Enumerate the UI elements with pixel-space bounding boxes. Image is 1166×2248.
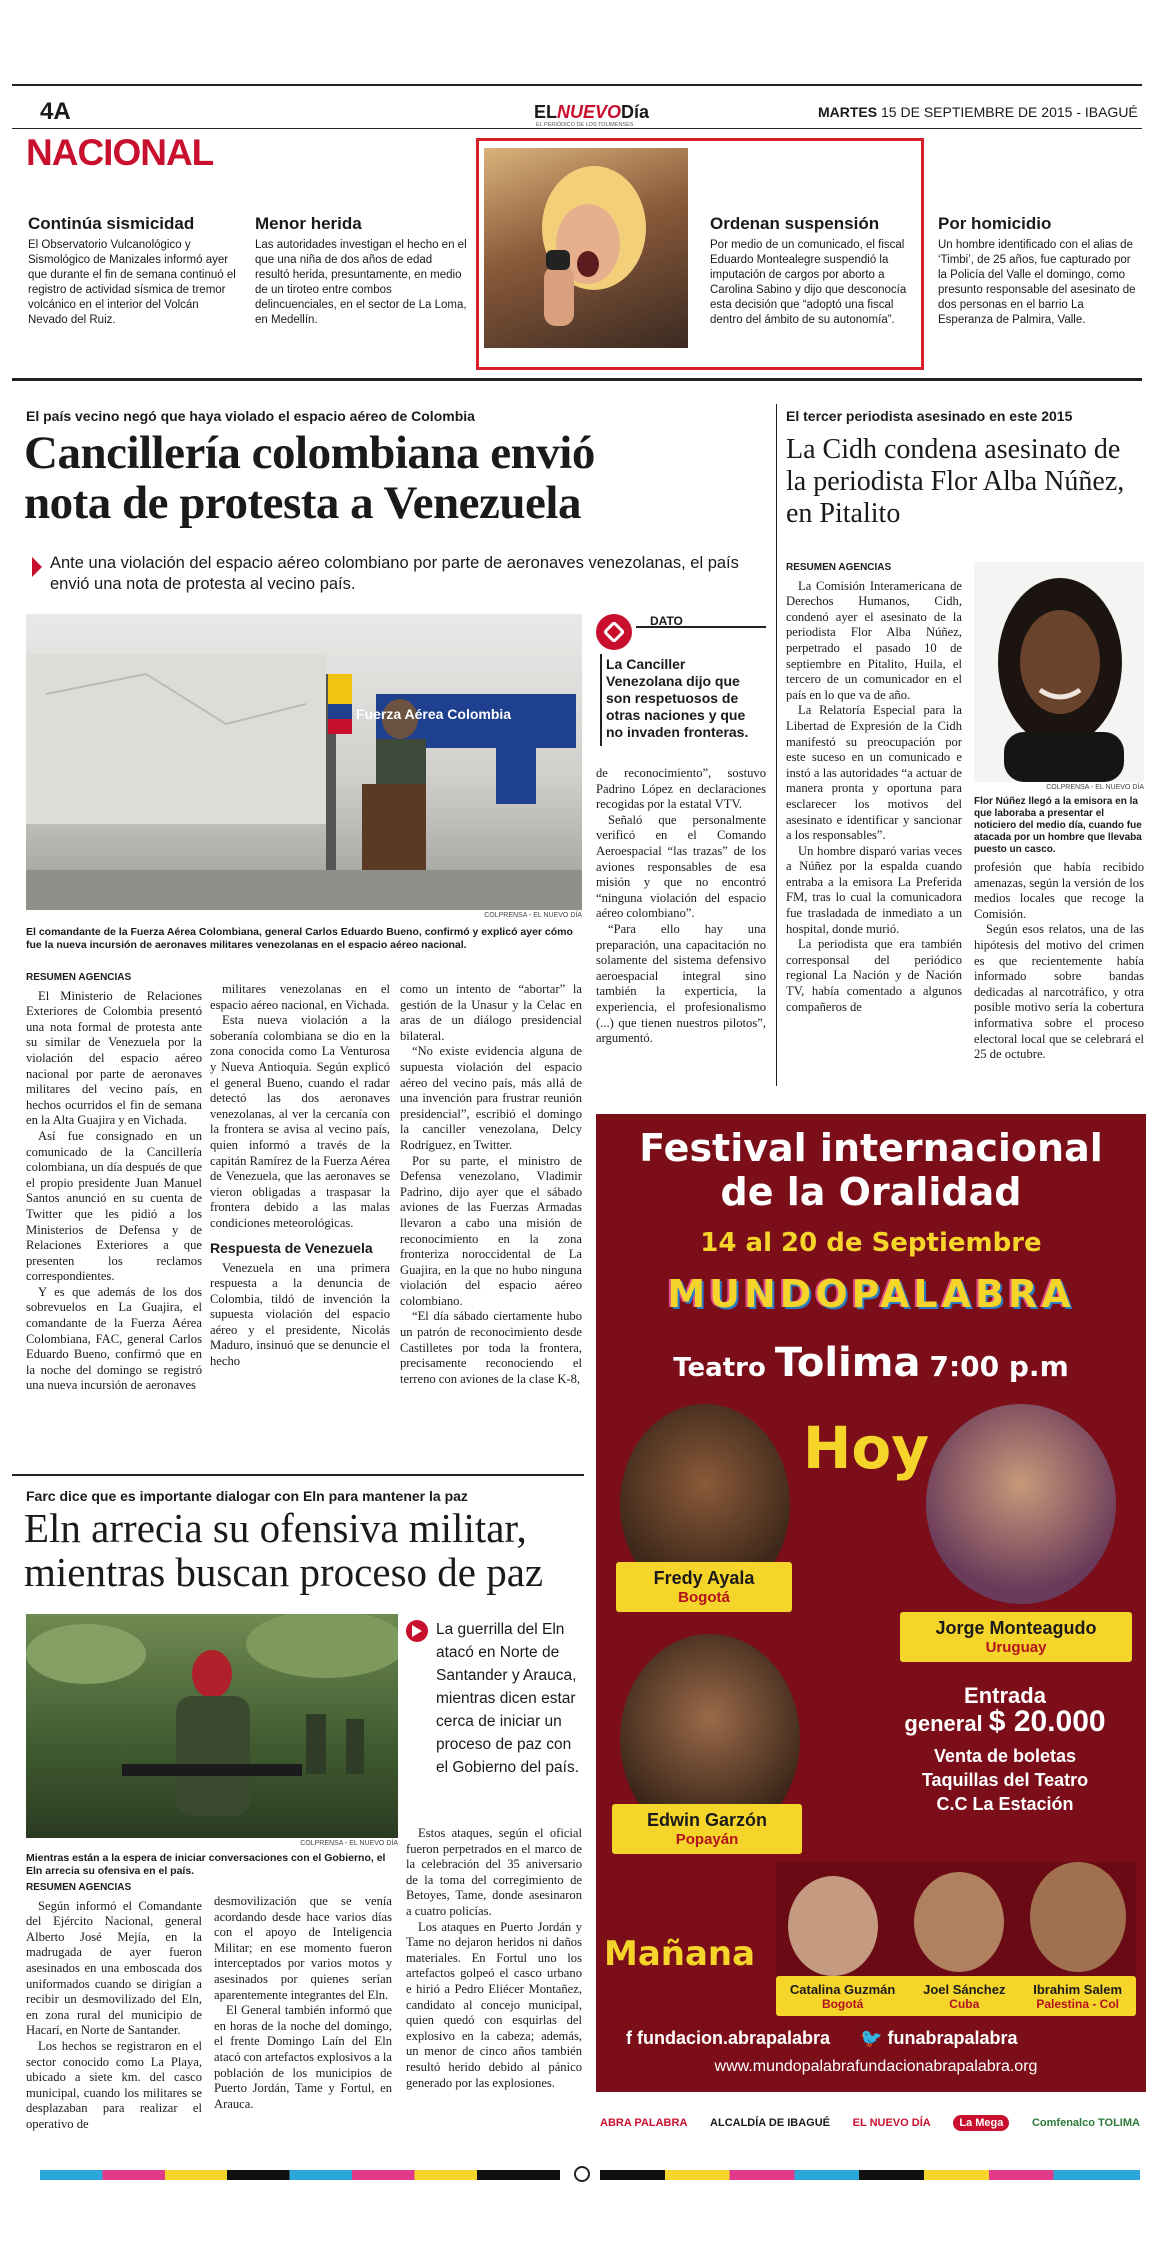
eln-kicker: Farc dice que es importante dialogar con Eln para mantener la paz bbox=[26, 1488, 468, 1504]
tomorrow-names: Catalina Guzmán Bogotá Joel Sánchez Cuba Ibrahim Salem Palestina - Col bbox=[776, 1976, 1136, 2016]
briefs-divider bbox=[12, 378, 1142, 381]
twitter-icon: 🐦 bbox=[860, 2028, 888, 2048]
subhead-respuesta: Respuesta de Venezuela bbox=[210, 1239, 373, 1256]
ad-title-2: de la Oralidad bbox=[720, 1170, 1022, 1214]
ad-title-1: Festival internacional bbox=[639, 1126, 1103, 1170]
dato-label: DATO bbox=[650, 614, 683, 628]
registration-bar-right bbox=[600, 2170, 1140, 2180]
logo-tagline: EL PERIÓDICO DE LOS TOLIMENSES bbox=[536, 122, 634, 128]
header-top-rule bbox=[12, 84, 1142, 86]
cidh-col-2: profesión que había recibido amenazas, según la versión de los medios locales que recoge la Comisión. Según esos relatos, una de las hipótesis del motivo del crimen es que recientemente había informado sobre bandas dedicadas al narcotráfico, y otra posible motivo sería la cobertura informativa sobre el proceso electoral local que se celebrará el 25 de octubre. bbox=[974, 860, 1144, 1062]
main-col-1: RESUMEN AGENCIAS El Ministerio de Relaciones Exteriores de Colombia presentó una nota formal de protesta ante su similar de Venezuela por la violación del espacio aéreo nacional por parte de aeronaves militares del vecino país, en hechos ocurridos el fin de semana en la Alta Guajira y en Vichada. Así fue consignado en un comunicado de la Cancillería colombiana, un día después de que el propio presidente Juan Manuel Santos anunció en su cuenta de Twitter que les pidió a los Ministerios de Defensa y de Relaciones Exteriores a que presenten los reclamos correspondientes. Y es que además de los dos sobrevuelos en La Guajira, el comandante de la Fuerza Aérea Colombiana, FAC, general Carlos Eduardo Bueno, confirmó que en la noche del domingo se registró una nueva incursión de aeronaves bbox=[26, 972, 202, 1393]
ad-entry: Entrada general $ 20.000 Venta de boletas Taquillas del Teatro C.C La Estación bbox=[904, 1683, 1106, 1814]
main-col-2: militares venezolanas en el espacio aéreo nacional, en Vichada. Esta nueva violación a la soberanía colombiana se dio en la zona conocida como La Venturosa y Nueva Antioquia. Según explicó el general Bueno, cuando el radar detectó las dos aeronaves venezolanas, al ver la cercanía con la frontera se avisa al vecino país, quien informó a través de la capitán Ramírez de la Fuerza Aérea de Venezuela, que las aeronaves se vieron obligadas a traspasar la frontera debido a las malas condiciones meteorológicas. Respuesta de Venezuela Venezuela en una primera respuesta a la denuncia de Colombia, tildó de invención la supuesta violación del espacio aéreo y el presidente, Nicolás Maduro, insinuó que se denuncie el hecho bbox=[210, 982, 390, 1369]
ad-tomorrow-label: Mañana bbox=[604, 1934, 756, 1974]
sponsor-abrapalabra: ABRA PALABRA bbox=[600, 2117, 688, 2129]
brief-ordenan-suspension bbox=[710, 214, 922, 328]
eln-caption: Mientras están a la espera de iniciar conversaciones con el Gobierno, el Eln arrecia su ofensiva en el país. bbox=[26, 1852, 386, 1877]
eln-pullquote: La guerrilla del Eln atacó en Norte de Santander y Arauca, mientras dicen estar cerca de iniciar un proceso de paz con el Gobierno del país. bbox=[436, 1621, 580, 1776]
twitter-link[interactable]: 🐦 funabrapalabra bbox=[860, 2028, 1018, 2048]
flor-nunez-photo bbox=[974, 562, 1144, 782]
sponsor-strip bbox=[600, 2100, 1140, 2146]
ad-website[interactable]: www.mundopalabrafundacionabrapalabra.org bbox=[714, 2058, 1038, 2075]
main-kicker: El país vecino negó que haya violado el espacio aéreo de Colombia bbox=[26, 408, 475, 424]
main-photo bbox=[26, 614, 582, 910]
ad-today-label: Hoy bbox=[802, 1414, 930, 1482]
eln-col-1: RESUMEN AGENCIAS Según informó el Comandante del Ejército Nacional, general Alberto José Mejía, en la madrugada de ayer fueron asesinados en una emboscada dos uniformados cuando se dirigían a recibir un desmovilizado del Eln, en zona rural del municipio de Hacarí, en Norte de Santander. Los hechos se registraron en el sector conocido como La Playa, ubicado a siete km. del casco municipal, cuando los militares se desplazaban para realizar el operativo de bbox=[26, 1882, 202, 2131]
brief-menor-herida bbox=[255, 214, 467, 328]
main-col-4: de reconocimiento”, sostuvo Padrino López en declaraciones recogidas por la estatal VTV. Señaló que personalmente verificó en el Comando Aeroespacial “las trazas” de los aviones responsables de esa misión y que no encontró “ninguna violación del espacio aéreo colombiano”. “Para ello hay una preparación, una capacitación no solamente del sistema defensivo aeroespacial integral sino también la experticia, la experiencia, el profesionalismo (...) que tienen nuestros pilotos”, argumentó. bbox=[596, 766, 766, 1046]
dato-text: La Canciller Venezolana dijo que son respetuosos de otras naciones y que no invaden fronteras. bbox=[606, 656, 749, 740]
brief-por-homicidio bbox=[938, 214, 1138, 328]
sponsor-alcaldia: ALCALDÍA DE IBAGUÉ bbox=[710, 2117, 831, 2129]
eln-col-3: Estos ataques, según el oficial fueron perpetrados en el marco de la celebración del 35 aniversario de la toma del corregimiento de Betoyes, Tame, donde asesinaron a cuatro policías. Los ataques en Puerto Jordán y Tame no dejaron heridos ni daños materiales. En Fortul uno los artefactos golpeó el casco urbano e hirió a Pedro Eliécer Montañez, candidato al concejo municipal, quien quedó con esquirlas del explosivo en la cabeza; además, un menor de cinco años también resultó herido debido al pánico generado por las explosiones. bbox=[406, 1826, 582, 2090]
ad-venue: Teatro Tolima 7:00 p.m bbox=[673, 1340, 1069, 1386]
sponsor-elnuevodia: EL NUEVO DÍA bbox=[852, 2117, 931, 2129]
brief-title: Continúa sismicidad bbox=[28, 214, 195, 233]
ad-social bbox=[626, 2028, 1126, 2049]
main-headline: Cancillería colombiana envió nota de protesta a Venezuela bbox=[24, 427, 595, 529]
dato-icon bbox=[596, 614, 632, 650]
registration-bar-left bbox=[40, 2170, 560, 2180]
brief-text: Un hombre identificado con el alias de ‘Timbi’, de 25 años, fue capturado por la Policía del Valle el domingo, como presunto responsable del asesinato de dos personas en el barrio La Esperanza de Palmira, Valle. bbox=[938, 239, 1136, 326]
cidh-col-1: RESUMEN AGENCIAS La Comisión Interamericana de Derechos Humanos, Cidh, condenó ayer el asesinato de la periodista Flor Alba Núñez, perpetrado el pasado 10 de septiembre en Pitalito, Huila, el tercero de un comunicador en el país en lo que va de año. La Relatoría Especial para la Libertad de Expresión de la Cidh manifestó su preocupación por este suceso en un comunicado e instó a las autoridades “a actuar de manera pronta y oportuna para esclarecer los motivos del asesinato e identificar y sancionar a los responsables”. Un hombre disparó varias veces a Núñez por la espalda cuando entraba a la emisora La Preferida FM, tras lo cual la comunicadora fue trasladada de inmediato a un hospital, donde murió. La periodista que era también corresponsal del periódico regional La Nación y de Nación TV, había comentado a algunos compañeros de bbox=[786, 562, 962, 1014]
cidh-kicker: El tercer periodista asesinado en este 2015 bbox=[786, 408, 1073, 424]
brief-sismicidad bbox=[28, 214, 236, 328]
cidh-headline: La Cidh condena asesinato de la periodista Flor Alba Núñez, en Pitalito bbox=[786, 434, 1125, 529]
main-lead: Ante una violación del espacio aéreo colombiano por parte de aeronaves venezolanas, el país envió una nota de protesta al vecino país. bbox=[50, 554, 739, 593]
cidh-caption: Flor Núñez llegó a la emisora en la que laboraba a presentar el noticiero del medio día, cuando fue atacada por un hombre que llevaba puesto un casco. bbox=[974, 796, 1142, 855]
singer-photo bbox=[484, 148, 688, 348]
main-photo-credit: COLPRENSA - EL NUEVO DÍA bbox=[484, 912, 582, 919]
eln-source: RESUMEN AGENCIAS bbox=[26, 1882, 132, 1893]
facebook-link[interactable]: f fundacion.abrapalabra bbox=[626, 2028, 831, 2048]
registration-mark-icon bbox=[574, 2166, 590, 2182]
section-title: NACIONAL bbox=[26, 132, 214, 173]
eln-photo-credit: COLPRENSA - EL NUEVO DÍA bbox=[300, 1840, 398, 1847]
issue-date: MARTES 15 DE SEPTIEMBRE DE 2015 - IBAGUÉ bbox=[818, 104, 1138, 120]
column-divider bbox=[776, 404, 777, 1086]
main-col-3: como un intento de “abortar” la gestión de la Unasur y la Celac en aras de un diálogo presidencial bilateral. “No existe evidencia alguna de supuesta violación del espacio aéreo del vecino país, más allá de una invención para frustrar reunión presidencial”, escribió el domingo la canciller venezolana, Delcy Rodríguez, en Twitter. Por su parte, el ministro de Defensa venezolano, Vladimir Padrino, dijo ayer que el sábado aviones de las Fuerzas Armadas llevaron a cabo una misión de reconocimiento en la zona fronteriza noroccidental de La Guajira, en la que no hubo ninguna violación del espacio aéreo colombiano. “El día sábado ciertamente hubo un patrón de reconocimiento desde Castilletes por toda la frontera, precisamente reconociendo el terreno con aviones de la clase K-8, bbox=[400, 982, 582, 1386]
lead-arrow-icon bbox=[32, 557, 42, 577]
page-number: 4A bbox=[40, 98, 71, 125]
brief-text: Las autoridades investigan el hecho en el que una niña de dos años de edad resultó herida, presuntamente, en medio de un tiroteo entre combos delincuenciales, en el sector de La Loma, en Medellín. bbox=[255, 239, 467, 326]
brief-text: El Observatorio Vulcanológico y Sismológico de Manizales informó ayer que durante el fin de semana continuó el registro de actividad sísmica de tremor volcánico en el interior del Volcán Nevado del Ruiz. bbox=[28, 239, 236, 326]
eln-top-rule bbox=[12, 1474, 584, 1476]
eln-headline: Eln arrecia su ofensiva militar, mientras buscan proceso de paz bbox=[24, 1505, 544, 1595]
pullquote-arrow-icon bbox=[406, 1620, 428, 1642]
brief-title: Por homicidio bbox=[938, 214, 1052, 233]
eln-photo bbox=[26, 1614, 398, 1838]
performer-tag-jorge: Jorge Monteagudo Uruguay bbox=[900, 1612, 1132, 1662]
ad-dates: 14 al 20 de Septiembre bbox=[700, 1228, 1042, 1258]
cidh-source: RESUMEN AGENCIAS bbox=[786, 562, 892, 573]
ad-brand-logo: MUNDOPALABRA bbox=[667, 1272, 1075, 1316]
facebook-icon: f bbox=[626, 2028, 637, 2048]
header-bottom-rule bbox=[12, 128, 1142, 129]
main-source: RESUMEN AGENCIAS bbox=[26, 972, 132, 983]
performer-photo-jorge bbox=[926, 1404, 1116, 1604]
performer-tag-fredy: Fredy Ayala Bogotá bbox=[616, 1562, 792, 1612]
performer-tag-edwin: Edwin Garzón Popayán bbox=[612, 1804, 802, 1854]
eln-col-2: desmovilización que se venía acordando desde hace varios días con el apoyo de Inteligencia Militar; en ese momento fueron interceptados por varios motos y asesinados por quienes serían aparentemente integrantes del Eln. El General también informó que en horas de la noche del domingo, el frente Domingo Laín del Eln atacó con artefactos explosivos a la población de los municipios de Puerto Jordán, Tame y Fortul, en Arauca. bbox=[214, 1894, 392, 2111]
sponsor-lamega: La Mega bbox=[953, 2115, 1009, 2131]
festival-advertisement bbox=[596, 1114, 1146, 2092]
newspaper-logo: ELNUEVODía bbox=[534, 102, 650, 122]
dato-box bbox=[596, 614, 766, 754]
cidh-photo-credit: COLPRENSA - EL NUEVO DÍA bbox=[1046, 784, 1144, 791]
brief-title: Menor herida bbox=[255, 214, 362, 233]
photo-banner-text: Fuerza Aérea Colombia bbox=[356, 706, 512, 722]
main-caption: El comandante de la Fuerza Aérea Colombiana, general Carlos Eduardo Bueno, confirmó y explicó ayer cómo fue la nueva incursión de aeronaves militares venezolanas en el espacio aéreo nacional. bbox=[26, 926, 573, 951]
sponsor-comfenalco: Comfenalco TOLIMA bbox=[1031, 2117, 1140, 2129]
brief-title: Ordenan suspensión bbox=[710, 214, 880, 233]
brief-text: Por medio de un comunicado, el fiscal Eduardo Montealegre suspendió la imputación de cargos por aborto a Carolina Sabino y dijo que desconocía esta decisión que “adoptó una fiscal dentro del ámbito de su autonomía”. bbox=[710, 239, 907, 326]
